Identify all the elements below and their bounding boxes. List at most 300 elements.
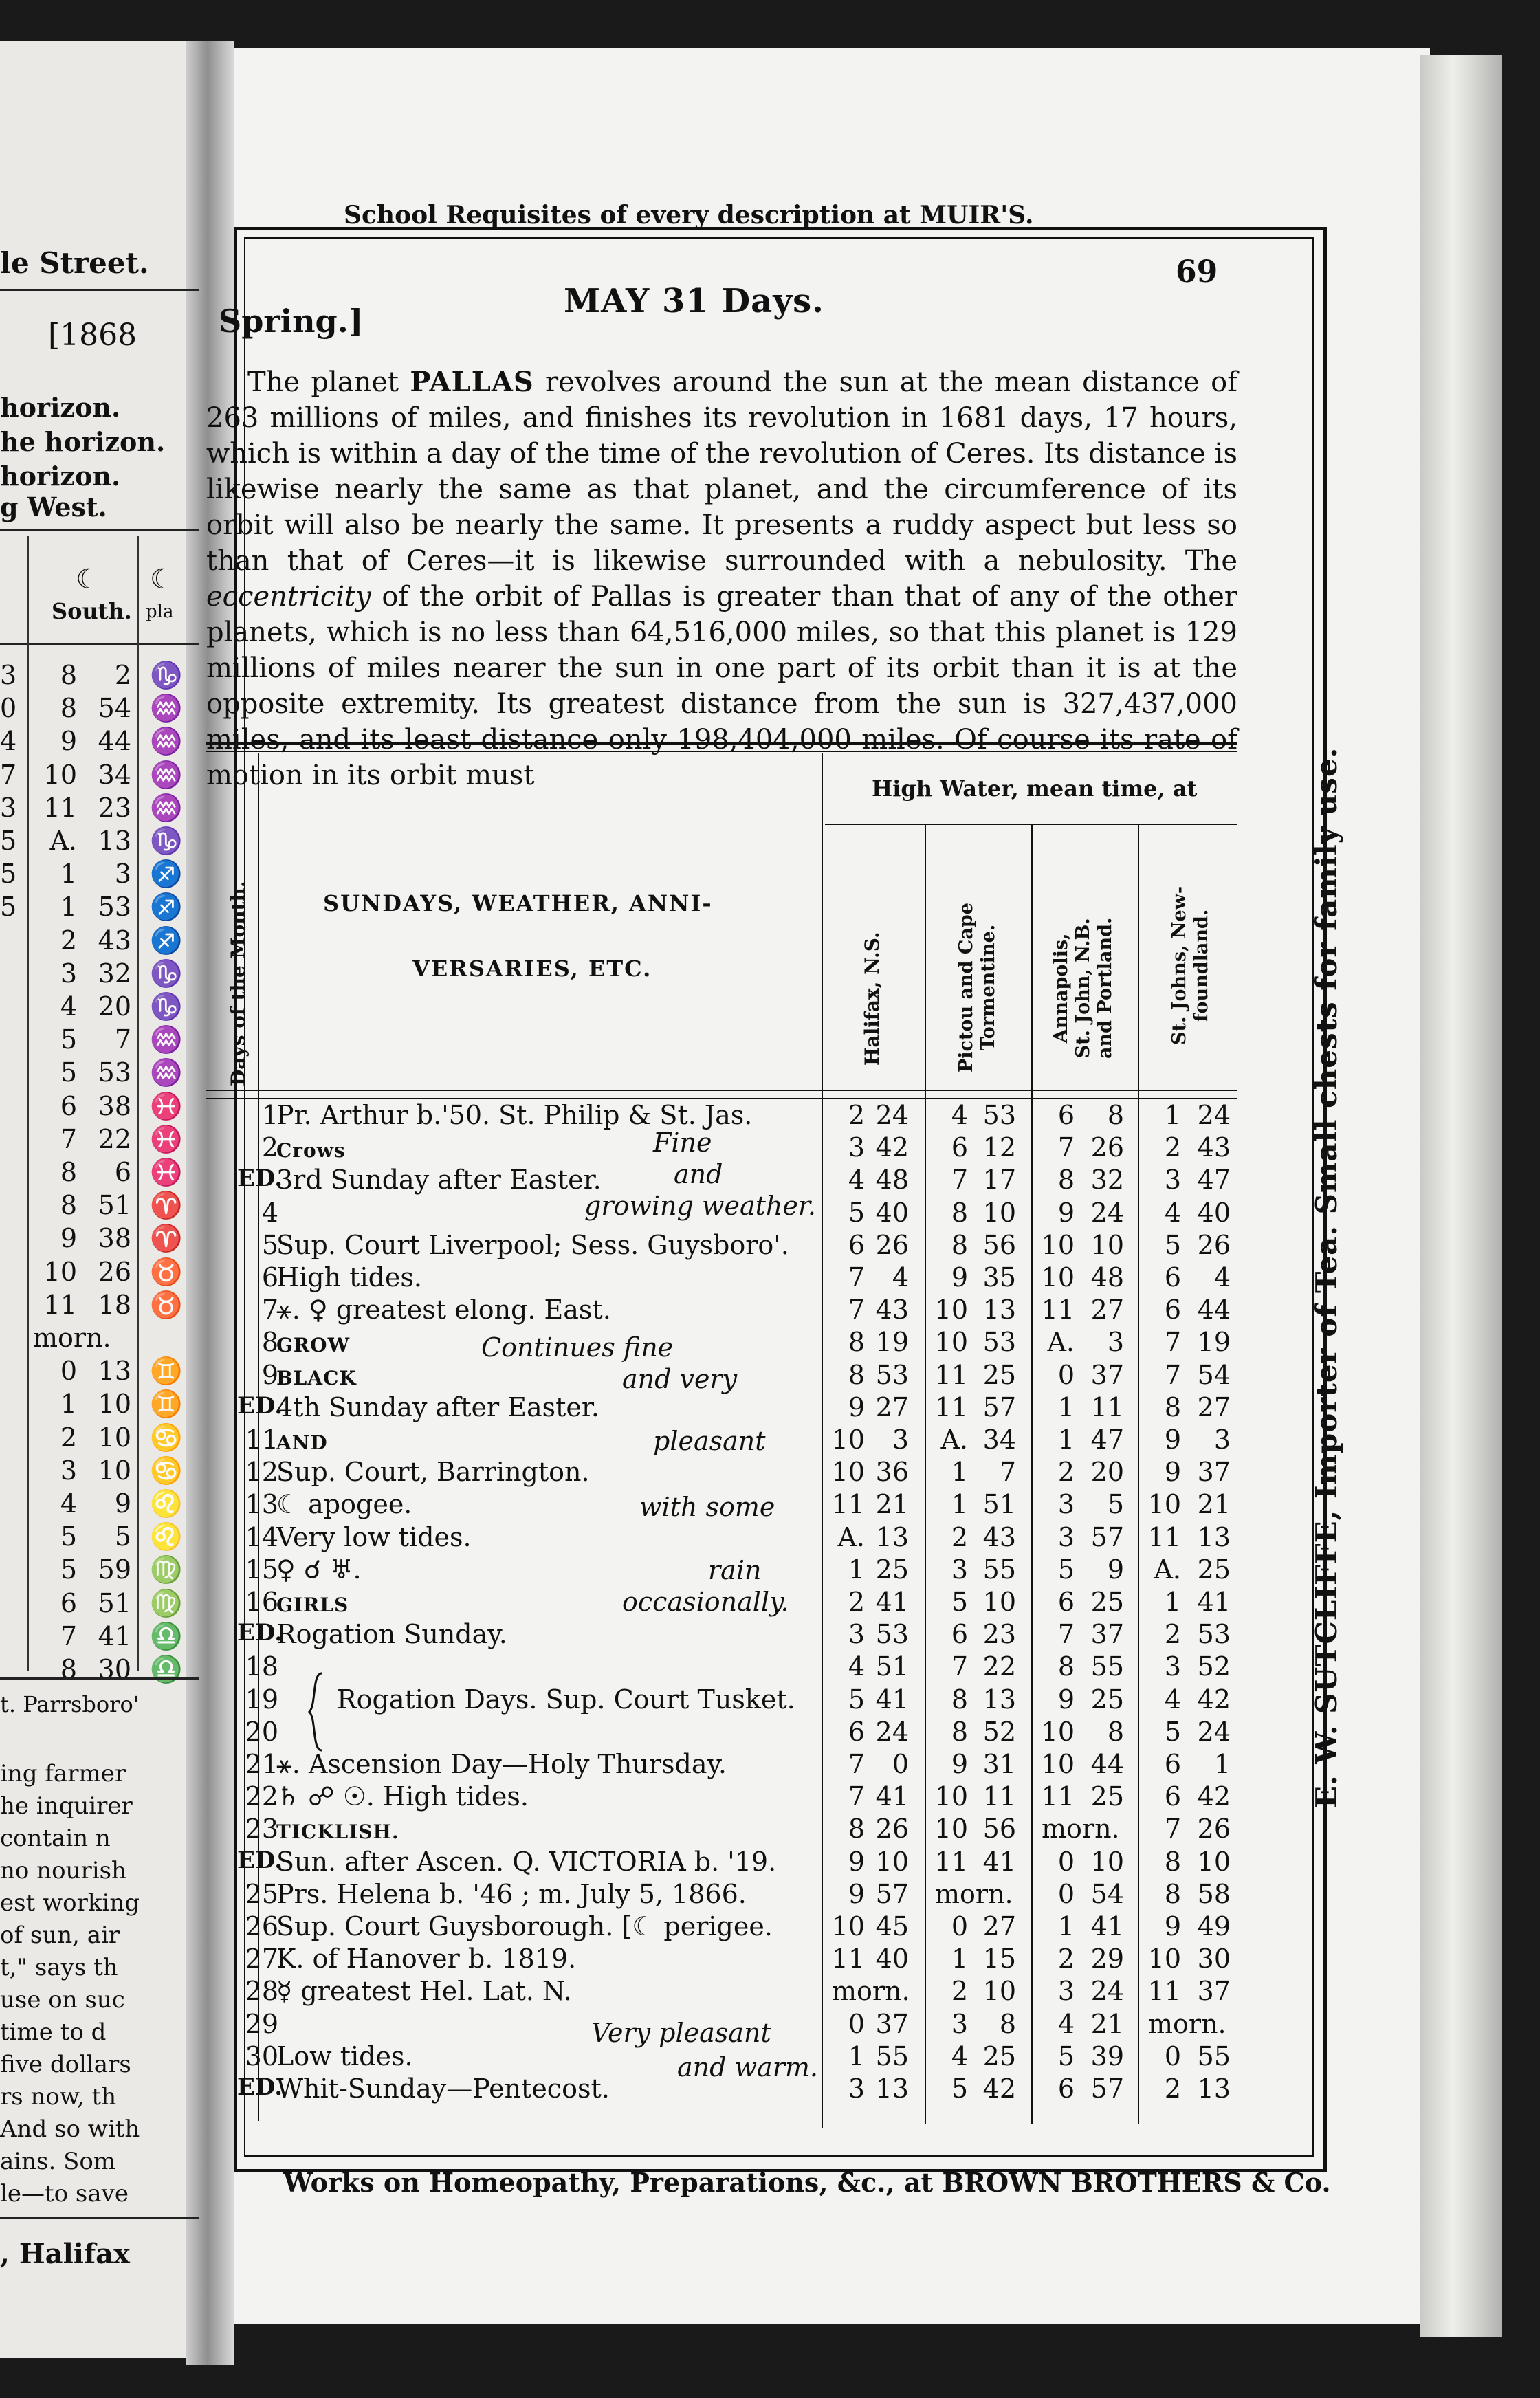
table-row [0,1132,1540,1164]
left-table-cell: 7 [114,1024,131,1055]
ann-hour-cell: 0 [1057,1359,1075,1390]
hal-minute-cell: 37 [875,2008,909,2039]
event-cell: ♀ ☌ ♅. [276,1554,362,1585]
stj-hour-cell: 3 [1164,1651,1181,1682]
event-cell: 3rd Sunday after Easter. [276,1165,602,1196]
pic-minute-cell: 31 [982,1749,1016,1779]
stj-minute-cell: 49 [1197,1911,1231,1942]
left-table-row [0,859,199,892]
pic-minute-cell: 53 [982,1100,1016,1130]
stj-minute-cell: 52 [1197,1651,1231,1682]
left-table-cell: ♊ [150,1356,183,1387]
stj-minute-cell: 42 [1197,1781,1231,1812]
left-table-cell: ♈ [150,1190,183,1221]
left-table-cell: 7 [60,1123,77,1154]
left-table-row [0,892,199,925]
hal-hour-cell: 8 [848,1327,865,1358]
left-table-row [0,958,199,991]
ann-minute-cell: 25 [1090,1781,1124,1812]
weather-note: pleasant [653,1426,766,1456]
left-table-row [0,726,199,759]
table-row [0,1619,1540,1651]
pic-minute-cell: 56 [982,1814,1016,1845]
ann-minute-cell: 20 [1090,1457,1124,1488]
pic-minute-cell: 56 [982,1229,1016,1260]
day-cell: 6 [261,1262,278,1292]
day-cell: 20 [245,1716,278,1747]
ann-hour-cell: 5 [1057,1554,1075,1585]
left-paragraph-line: ing farmer [0,1760,126,1788]
event-cell: Sup. Court Guysborough. [☾ perigee. [276,1911,773,1942]
left-table-cell: 9 [60,726,77,757]
event-cell: Rogation Days. Sup. Court Tusket. [337,1684,795,1715]
stj-hour-cell: 11 [1147,1521,1181,1552]
left-table-cell: ♈ [150,1223,183,1254]
day-cell: 14 [245,1521,278,1552]
left-table-cell: 5 [60,1554,77,1585]
stj-minute-cell: 13 [1197,1521,1231,1552]
stj-minute-cell: 44 [1197,1295,1231,1326]
pic-minute-cell: 43 [982,1521,1016,1552]
pic-minute-cell: 10 [982,1197,1016,1228]
ann-hour-cell: 7 [1057,1619,1075,1650]
left-table-cell: 10 [43,1256,77,1287]
left-paragraph-line: time to d [0,2018,107,2046]
ann-minute-cell: 24 [1090,1976,1124,2007]
left-table-cell: 2 [60,1422,77,1453]
weather-note: Continues fine [481,1332,674,1363]
left-table-cell: ♊ [150,1389,183,1420]
hal-hour-cell: 2 [848,1100,865,1130]
event-cell: ⚹. ♀ greatest elong. East. [276,1295,611,1326]
hal-hour-cell: 8 [848,1814,865,1845]
ann-hour-cell: 10 [1041,1749,1075,1779]
stj-minute-cell: 24 [1197,1100,1231,1130]
left-table-cell: 8 [60,1190,77,1221]
ann-minute-cell: 8 [1107,1716,1124,1747]
hal-hour-cell: 6 [848,1229,865,1260]
hal-minute-cell: 13 [875,2074,909,2104]
weather-note: Very pleasant [591,2018,771,2048]
stj-hour-cell: 1 [1164,1587,1181,1617]
stj-minute-cell: 10 [1197,1846,1231,1877]
pic-minute-cell: 42 [982,2074,1016,2104]
left-table-cell: ♋ [150,1455,183,1486]
pic-hour-cell: morn. [935,1878,1013,1909]
weather-note: with some [639,1492,776,1522]
ann-hour-cell: 3 [1057,1521,1075,1552]
stj-hour-cell: 2 [1164,1132,1181,1163]
left-table-cell: ♎ [150,1620,183,1651]
stj-hour-cell: 4 [1164,1684,1181,1715]
left-table-cell: 2 [60,925,77,956]
left-table-cell: ♎ [150,1654,183,1684]
ann-hour-cell: 1 [1057,1392,1075,1422]
event-cell: TICKLISH. [276,1820,399,1844]
left-table-cell: ♌ [150,1488,183,1519]
ann-minute-cell: 37 [1090,1619,1124,1650]
left-line: g West. [0,492,107,522]
hal-hour-cell: 3 [848,1619,865,1650]
col-head-sundays-1: SUNDAYS, WEATHER, ANNI- [323,890,713,916]
left-table-cell: 53 [98,1057,131,1088]
ann-hour-cell: 8 [1057,1651,1075,1682]
hal-hour-cell: 2 [848,1587,865,1617]
left-paragraph-line: ains. Som [0,2148,116,2175]
col-head-stjohns [1169,886,1213,1045]
left-paragraph-line: five dollars [0,2051,131,2078]
pic-minute-cell: 25 [982,2040,1016,2071]
intro-paragraph [206,364,1238,793]
stj-hour-cell: 9 [1164,1911,1181,1942]
hal-minute-cell: 53 [875,1619,909,1650]
left-table-cell: 3 [60,958,77,989]
ann-hour-cell: 0 [1057,1878,1075,1909]
pic-hour-cell: 7 [951,1651,968,1682]
event-cell: K. of Hanover b. 1819. [276,1944,577,1974]
season-label: Spring.] [219,302,364,340]
table-top-rule-2 [206,751,1238,752]
left-table-cell: 51 [98,1190,131,1221]
left-table-cell: 34 [98,759,131,790]
stj-minute-cell: 19 [1197,1327,1231,1358]
weather-note: Fine [653,1128,712,1158]
hal-hour-cell: 5 [848,1684,865,1715]
left-table-cell: 22 [98,1123,131,1154]
stj-hour-cell: 6 [1164,1262,1181,1292]
pic-minute-cell: 25 [982,1359,1016,1390]
left-table-cell: 5 [60,1521,77,1552]
table-row [0,1879,1540,1911]
stj-hour-cell: 9 [1164,1424,1181,1455]
left-paragraph-line: And so with [0,2115,140,2143]
weather-note: and very [622,1364,738,1394]
left-table-row [0,925,199,958]
left-rule [0,289,199,291]
ann-hour-cell: 9 [1057,1684,1075,1715]
pic-minute-cell: 55 [982,1554,1016,1585]
col-head-pictou-line: Pictou and Cape [956,903,977,1072]
left-table-cell: 32 [98,958,131,989]
pic-hour-cell: 3 [951,1554,968,1585]
hal-hour-cell: 8 [848,1359,865,1390]
pic-hour-cell: 9 [951,1262,968,1292]
ann-hour-cell: 6 [1057,2074,1075,2104]
day-cell: 19 [245,1684,278,1715]
left-table-cell: 3 [0,792,17,823]
left-table-cell: ♓ [150,1123,183,1154]
stj-hour-cell: 11 [1147,1976,1181,2007]
left-paragraph-line: le—to save [0,2180,129,2208]
hal-minute-cell: 41 [875,1684,909,1715]
table-row [0,1684,1540,1716]
ann-hour-cell: 3 [1057,1976,1075,2007]
ann-hour-cell: 3 [1057,1489,1075,1520]
left-table-cell: ♒ [150,693,183,724]
ann-minute-cell: 37 [1090,1359,1124,1390]
stj-hour-cell: 6 [1164,1781,1181,1812]
hal-hour-cell: 7 [848,1262,865,1292]
pic-minute-cell: 53 [982,1327,1016,1358]
intro-body: revolves around the sun at the mean distance of 263 millions of miles, and finishes its revolution in 1681 days, 17 hours, which is within a day of the time of the revolution of Ceres. Its distance is likewise nearly the same as that planet, and the circumference of its orbit will also be nearly the same. It presents a ruddy aspect but less so than that of Ceres—it is likewise surrounded with a nebulosity. The [206,366,1238,577]
col-head-pictou-line: Tormentine. [978,924,999,1051]
hal-hour-cell: 3 [848,2074,865,2104]
hal-hour-cell: A. [837,1521,865,1552]
table-row [0,1749,1540,1781]
left-table-cell: 11 [43,1289,77,1320]
left-table-cell: ♐ [150,892,183,923]
stj-hour-cell: 4 [1164,1197,1181,1228]
day-cell: 22 [245,1781,278,1812]
left-table-cell: 23 [98,792,131,823]
left-table-cell: 6 [60,1090,77,1121]
event-cell: Rogation Sunday. [276,1619,507,1650]
table-row [0,1944,1540,1975]
left-table-row [0,991,199,1024]
left-table-cell: ♑ [150,991,183,1022]
ann-minute-cell: 48 [1090,1262,1124,1292]
table-row [0,1360,1540,1392]
left-table-cell: ♒ [150,759,183,790]
event-cell: Crows [276,1139,346,1163]
left-paragraph-line: no nourish [0,1857,126,1884]
table-row [0,1424,1540,1456]
table-row [0,1100,1540,1132]
hal-hour-cell: 9 [848,1878,865,1909]
pic-hour-cell: 1 [951,1489,968,1520]
left-table-cell: 53 [98,892,131,923]
stj-minute-cell: 24 [1197,1716,1231,1747]
day-cell: 29 [245,2008,278,2039]
ann-minute-cell: 54 [1090,1878,1124,1909]
left-table-cell: 54 [98,693,131,724]
pic-minute-cell: 10 [982,1587,1016,1617]
hal-minute-cell: 36 [875,1457,909,1488]
ann-minute-cell: 47 [1090,1424,1124,1455]
hal-hour-cell: 1 [848,2040,865,2071]
page-footer: Works on Homeopathy, Preparations, &c., at BROWN BROTHERS & Co. [283,2167,1331,2198]
left-table-cell: ♌ [150,1521,183,1552]
pic-minute-cell: 57 [982,1392,1016,1422]
hal-hour-cell: 0 [848,2008,865,2039]
day-cell: 28 [245,1976,278,2007]
day-cell: 23 [245,1814,278,1845]
stj-hour-cell: 5 [1164,1229,1181,1260]
left-table-row [0,1024,199,1057]
ann-hour-cell: 1 [1057,1911,1075,1942]
stj-minute-cell: 37 [1197,1976,1231,2007]
table-row [0,1327,1540,1358]
col-head-days: Days of the Month. [227,881,250,1086]
event-cell: Pr. Arthur b.'50. St. Philip & St. Jas. [276,1100,753,1130]
left-line: horizon. [0,392,121,423]
hal-minute-cell: 43 [875,1295,909,1326]
stj-hour-cell: 6 [1164,1295,1181,1326]
day-cell: 21 [245,1749,278,1779]
ann-minute-cell: 44 [1090,1749,1124,1779]
day-cell: 26 [245,1911,278,1942]
stj-minute-cell: 42 [1197,1684,1231,1715]
stj-minute-cell: 25 [1197,1554,1231,1585]
stj-minute-cell: 54 [1197,1359,1231,1390]
pic-minute-cell: 41 [982,1846,1016,1877]
col-head-annapolis-line: Annapolis, [1050,933,1072,1044]
left-table-cell: ♍ [150,1554,183,1585]
left-table-cell: 4 [60,1488,77,1519]
ann-hour-cell: 5 [1057,2040,1075,2071]
left-table-cell: 2 [114,660,131,690]
left-table-cell: ♑ [150,660,183,690]
page-header: School Requisites of every description at MUIR'S. [344,201,1034,230]
pic-hour-cell: 6 [951,1132,968,1163]
stj-minute-cell: 3 [1213,1424,1231,1455]
hal-hour-cell: 1 [848,1554,865,1585]
hal-minute-cell: 24 [875,1716,909,1747]
side-advertisement: E. W. SUTCLIFFE, Importer of Tea. Small chests for family use. [1310,747,1343,1808]
left-table-cell: ♒ [150,726,183,757]
col-head-halifax: Halifax, N.S. [861,932,883,1066]
ann-minute-cell: 11 [1090,1392,1124,1422]
hal-minute-cell: 40 [875,1197,909,1228]
hal-hour-cell: 9 [848,1392,865,1422]
left-table-cell: ♒ [150,1057,183,1088]
stj-minute-cell: 40 [1197,1197,1231,1228]
left-line: horizon. [0,461,121,492]
left-table-cell: ♐ [150,925,183,956]
ann-hour-cell: 9 [1057,1197,1075,1228]
col-head-pictou [956,903,1000,1072]
pic-hour-cell: 0 [951,1911,968,1942]
hal-hour-cell: 4 [848,1651,865,1682]
col-head-annapolis-line: St. John, N.B. [1072,918,1094,1059]
hal-minute-cell: 45 [875,1911,909,1942]
left-table-cell: 13 [98,1356,131,1387]
ann-minute-cell: 26 [1090,1132,1124,1163]
pic-hour-cell: 8 [951,1684,968,1715]
hal-minute-cell: 19 [875,1327,909,1358]
left-table-cell: 30 [98,1654,131,1684]
pic-minute-cell: 13 [982,1295,1016,1326]
ann-minute-cell: 25 [1090,1587,1124,1617]
left-table-cell: 1 [60,892,77,923]
table-row [0,1976,1540,2008]
pic-hour-cell: 8 [951,1229,968,1260]
table-row [0,1262,1540,1294]
hal-hour-cell: 10 [831,1424,865,1455]
left-table-row [0,826,199,859]
pic-hour-cell: 10 [934,1814,968,1845]
hal-minute-cell: 4 [892,1262,909,1292]
pic-minute-cell: 51 [982,1489,1016,1520]
weather-note: occasionally. [622,1587,789,1617]
pic-hour-cell: 1 [951,1457,968,1488]
day-cell: 18 [245,1651,278,1682]
day-cell: ED. [237,1619,283,1647]
left-table-row [0,793,199,826]
ann-hour-cell: A. [1047,1327,1075,1358]
hal-minute-cell: 51 [875,1651,909,1682]
event-cell: Prs. Helena b. '46 ; m. July 5, 1866. [276,1878,747,1909]
left-table-cell: ♓ [150,1157,183,1187]
stj-hour-cell: 7 [1164,1814,1181,1845]
table-row [0,1814,1540,1845]
stj-minute-cell: 55 [1197,2040,1231,2071]
stj-minute-cell: 1 [1213,1749,1231,1779]
left-table-row [0,693,199,726]
left-line: he horizon. [0,426,166,457]
left-table-cell: 13 [98,826,131,856]
weather-note: rain [708,1555,762,1585]
stj-hour-cell: 10 [1147,1944,1181,1974]
day-cell: 16 [245,1587,278,1617]
stj-minute-cell: 26 [1197,1814,1231,1845]
event-cell: ☾ apogee. [276,1489,412,1520]
ann-hour-cell: 2 [1057,1944,1075,1974]
left-table-cell: 18 [98,1289,131,1320]
left-table-cell: 5 [114,1521,131,1552]
stj-minute-cell: 41 [1197,1587,1231,1617]
table-row [0,1392,1540,1424]
left-table-cell: ♒ [150,792,183,823]
ann-hour-cell: 1 [1057,1424,1075,1455]
hal-hour-cell: 5 [848,1197,865,1228]
stj-hour-cell: 8 [1164,1846,1181,1877]
ann-hour-cell: 8 [1057,1165,1075,1196]
hal-hour-cell: 10 [831,1911,865,1942]
ann-minute-cell: 55 [1090,1651,1124,1682]
hal-hour-cell: morn. [832,1976,910,2007]
ann-hour-cell: 10 [1041,1262,1075,1292]
left-table-cell: 6 [60,1587,77,1618]
hal-hour-cell: 9 [848,1846,865,1877]
hal-minute-cell: 3 [892,1424,909,1455]
stj-minute-cell: 47 [1197,1165,1231,1196]
pic-hour-cell: 10 [934,1295,968,1326]
ann-minute-cell: 5 [1107,1489,1124,1520]
hal-minute-cell: 41 [875,1587,909,1617]
table-head-rule-2 [206,1098,1238,1099]
left-table-cell: 38 [98,1090,131,1121]
stj-hour-cell: 0 [1164,2040,1181,2071]
left-table-cell: 3 [114,859,131,890]
left-table-cell: 4 [0,726,17,757]
ann-hour-cell: 4 [1057,2008,1075,2039]
left-table-cell: 8 [60,660,77,690]
left-table-cell: 5 [0,859,17,890]
ann-hour-cell: 11 [1041,1781,1075,1812]
pic-minute-cell: 7 [999,1457,1016,1488]
left-table-cell: 11 [43,792,77,823]
day-cell: 13 [245,1489,278,1520]
ann-hour-cell: 2 [1057,1457,1075,1488]
pic-minute-cell: 8 [999,2008,1016,2039]
ann-minute-cell: 27 [1090,1295,1124,1326]
intro-tail: of the orbit of Pallas is greater than that of any of the other planets, which is no less than 64,516,000 miles, so that this planet is 129 millions of miles nearer the sun in one part of its orbit than it is at the opposite extremity. Its greatest distance from the sun is 327,437,000 miles, and its least distance only 198,404,000 miles. Of course its rate of motion in its orbit must [206,581,1238,791]
event-cell: GROW [276,1334,351,1357]
table-row [0,1457,1540,1488]
pic-hour-cell: 9 [951,1749,968,1779]
left-table-cell: 10 [98,1422,131,1453]
left-table-cell: A. [50,826,77,856]
hal-minute-cell: 10 [875,1846,909,1877]
ann-minute-cell: 32 [1090,1165,1124,1196]
event-cell: BLACK [276,1366,357,1389]
day-cell: 9 [261,1359,278,1390]
event-cell: Sup. Court Liverpool; Sess. Guysboro'. [276,1229,789,1260]
hal-hour-cell: 10 [831,1457,865,1488]
left-table-cell: ♐ [150,859,183,890]
stj-hour-cell: 7 [1164,1359,1181,1390]
